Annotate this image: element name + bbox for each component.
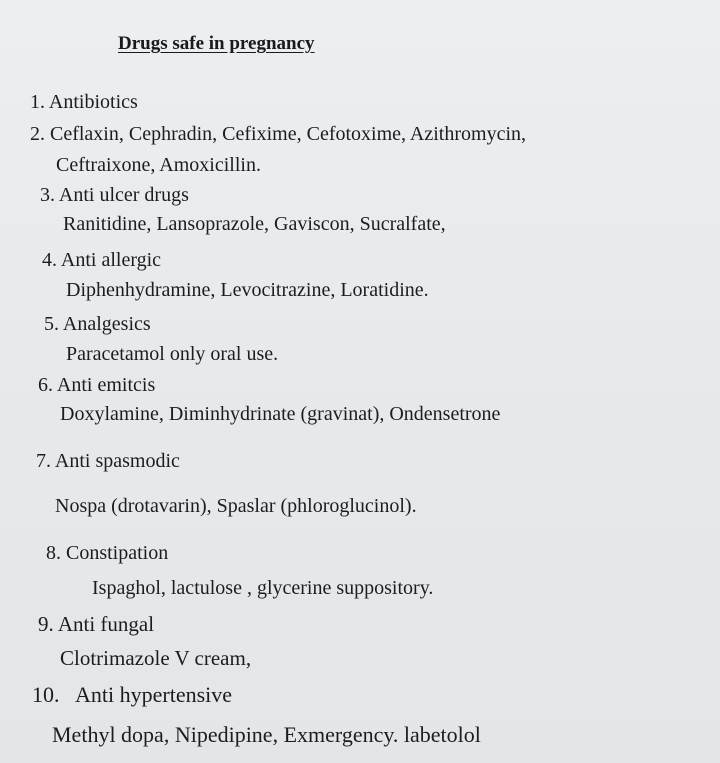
section-6-heading [38,375,155,395]
section-number: 10. [32,682,60,707]
section-10-heading [32,684,232,706]
section-number: 4. [42,249,57,271]
section-5-heading [44,314,151,334]
section-3-heading [40,185,189,205]
section-9-items: Clotrimazole V cream, [60,646,252,670]
section-number: 2. [30,123,45,145]
section-8-heading [46,543,168,563]
section-2-items: Ceftraixone, Amoxicillin. [56,154,261,176]
section-7-items: Nospa (drotavarin), Spaslar (phloroglucinol). [55,495,417,517]
section-heading: Constipation [66,542,169,564]
section-4-heading [42,250,161,270]
section-heading: Anti fungal [57,612,155,636]
section-number: 5. [44,313,59,335]
section-heading: Anti hypertensive [75,682,233,707]
section-9-heading [38,614,154,635]
section-6-items: Doxylamine, Diminhydrinate (gravinat), Ondensetrone [60,403,501,425]
section-heading: Anti ulcer drugs [58,184,189,206]
section-number: 1. [30,91,45,113]
page-title: Drugs safe in pregnancy [118,33,315,54]
section-heading: Analgesics [62,313,151,335]
section-number: 6. [38,374,53,396]
section-1-heading [30,92,138,112]
section-heading: Ceflaxin, Cephradin, Cefixime, Cefotoxime, Azithromycin, [50,123,527,145]
section-4-items: Diphenhydramine, Levocitrazine, Loratidine. [66,279,429,301]
section-heading: Anti spasmodic [54,450,180,472]
section-7-heading [36,451,180,471]
section-3-items: Ranitidine, Lansoprazole, Gaviscon, Sucralfate, [63,213,446,235]
section-heading: Antibiotics [48,91,138,113]
section-heading: Anti allergic [60,249,162,271]
section-5-items: Paracetamol only oral use. [66,343,279,365]
section-number: 7. [36,450,51,472]
section-2-heading [30,124,526,144]
section-8-items: Ispaghol, lactulose , glycerine suppository. [92,577,434,599]
section-heading: Anti emitcis [56,374,156,396]
section-number: 8. [46,542,61,564]
section-number: 9. [38,612,54,636]
section-10-items: Methyl dopa, Nipedipine, Exmergency. labetolol [52,722,481,747]
section-number: 3. [40,184,55,206]
